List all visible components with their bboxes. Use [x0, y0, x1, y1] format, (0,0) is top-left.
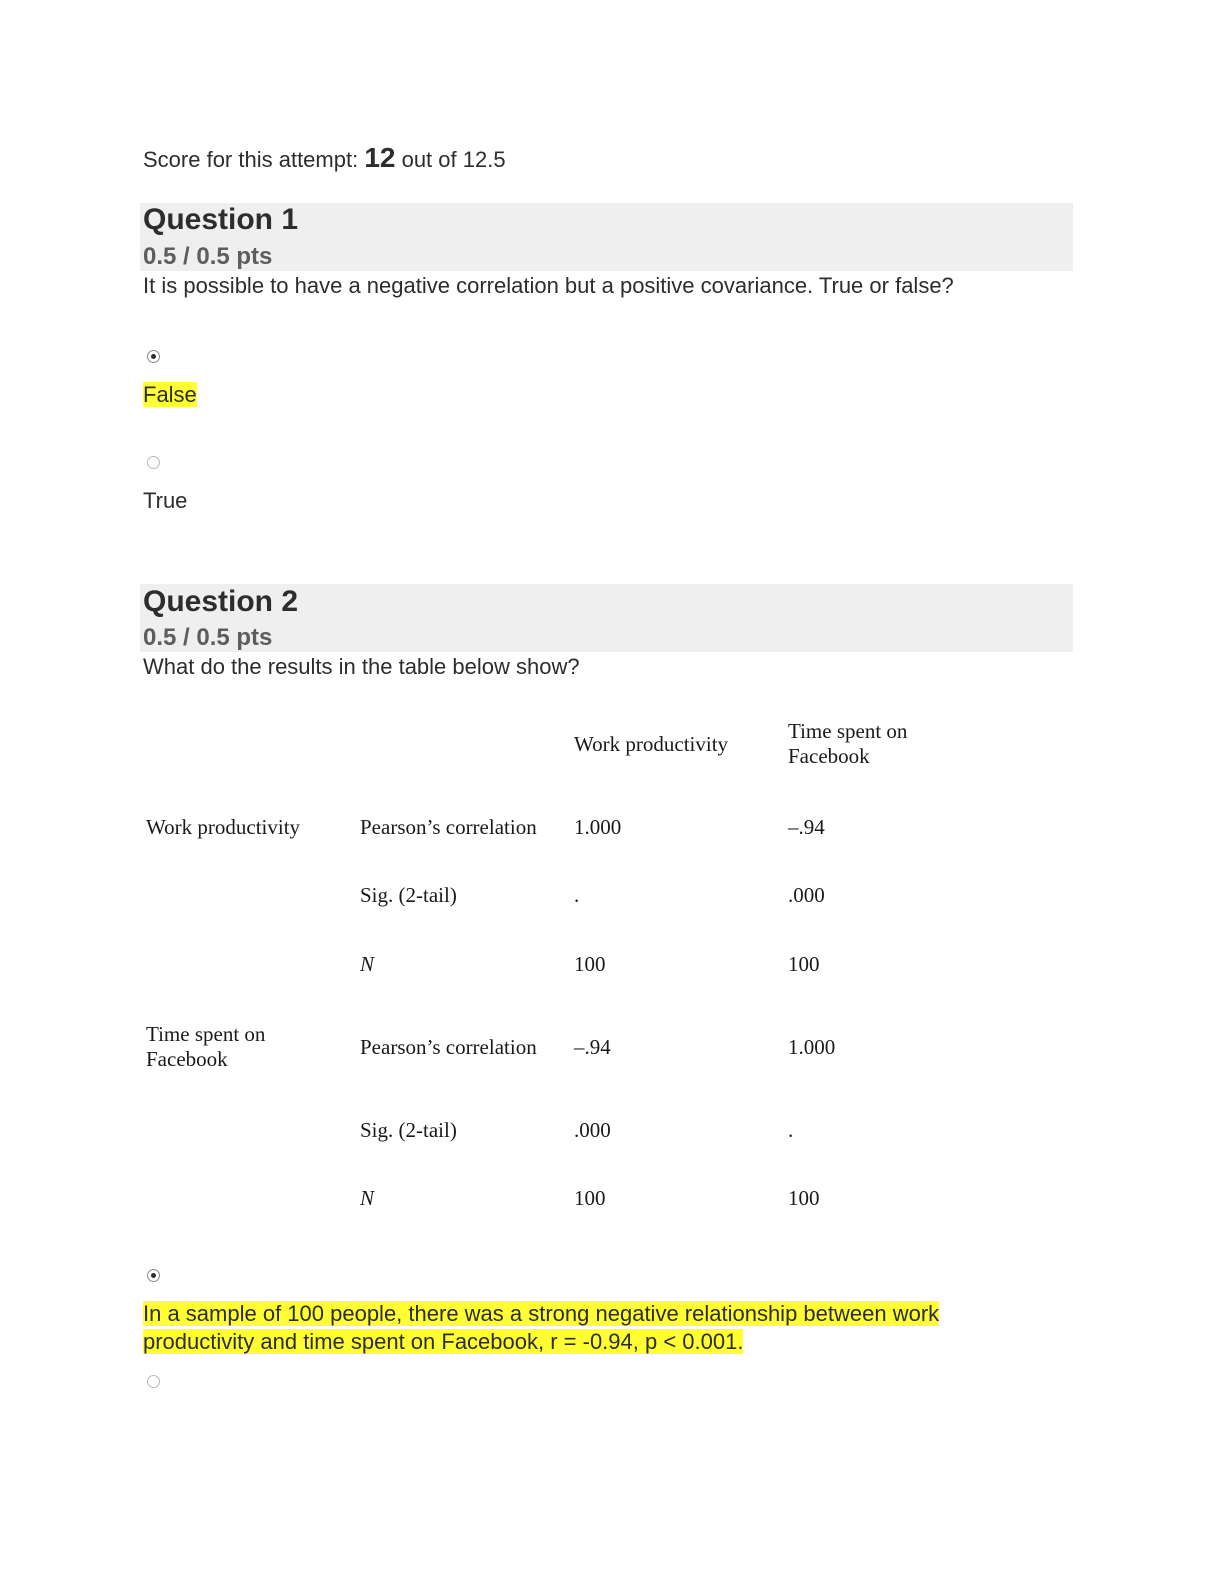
table-cell: 100 [574, 952, 606, 976]
question-1-option-false-label[interactable] [143, 381, 197, 409]
question-2-option-1-radio[interactable] [147, 1269, 160, 1282]
question-1-option-true-label[interactable]: True [143, 488, 188, 513]
table-cell: . [574, 883, 580, 907]
table-cell: . [788, 1118, 794, 1142]
option-1-text: In a sample of 100 people, there was a strong negative relationship between work productivity and time spent on Facebook, r = -0.94, p < 0.001. [143, 1301, 940, 1354]
table-cell: –.94 [574, 1035, 611, 1059]
score-suffix: out of 12.5 [395, 147, 506, 172]
question-2-option-1-label[interactable] [143, 1300, 1023, 1356]
table-cell: 1.000 [574, 815, 622, 839]
question-1-option-false-radio[interactable] [147, 350, 160, 363]
question-2-title: Question 2 [143, 585, 299, 618]
stat-label: Pearson’s correlation [360, 1035, 537, 1059]
question-2-option-2-radio[interactable] [147, 1375, 160, 1388]
table-cell: 100 [574, 1186, 606, 1210]
col-header-time-on-facebook: Time spent on Facebook [788, 719, 908, 768]
question-1-points: 0.5 / 0.5 pts [143, 243, 273, 270]
stat-label: N [360, 952, 375, 976]
stat-label: Sig. (2-tail) [360, 1118, 457, 1142]
question-2-points: 0.5 / 0.5 pts [143, 624, 273, 651]
stat-label: N [360, 1186, 375, 1210]
table-cell: 100 [788, 1186, 820, 1210]
table-cell: –.94 [788, 815, 825, 839]
question-1-title: Question 1 [143, 203, 299, 236]
table-cell: .000 [574, 1118, 611, 1142]
stat-label: Sig. (2-tail) [360, 883, 457, 907]
table-cell: 100 [788, 952, 820, 976]
col-header-work-productivity: Work productivity [574, 732, 729, 756]
stat-label: Pearson’s correlation [360, 815, 537, 839]
question-2-text: What do the results in the table below show? [143, 654, 580, 679]
question-1-option-true-radio[interactable] [147, 456, 160, 469]
score-prefix: Score for this attempt: [143, 147, 365, 172]
row-group-time-on-facebook: Time spent on Facebook [146, 1022, 266, 1071]
table-cell: .000 [788, 883, 825, 907]
row-group-work-productivity: Work productivity [146, 815, 301, 839]
table-cell: 1.000 [788, 1035, 836, 1059]
option-false-text: False [143, 382, 197, 407]
score-value: 12 [364, 142, 396, 173]
question-1-text: It is possible to have a negative correlation but a positive covariance. True or false? [143, 273, 954, 298]
attempt-score [143, 142, 506, 174]
